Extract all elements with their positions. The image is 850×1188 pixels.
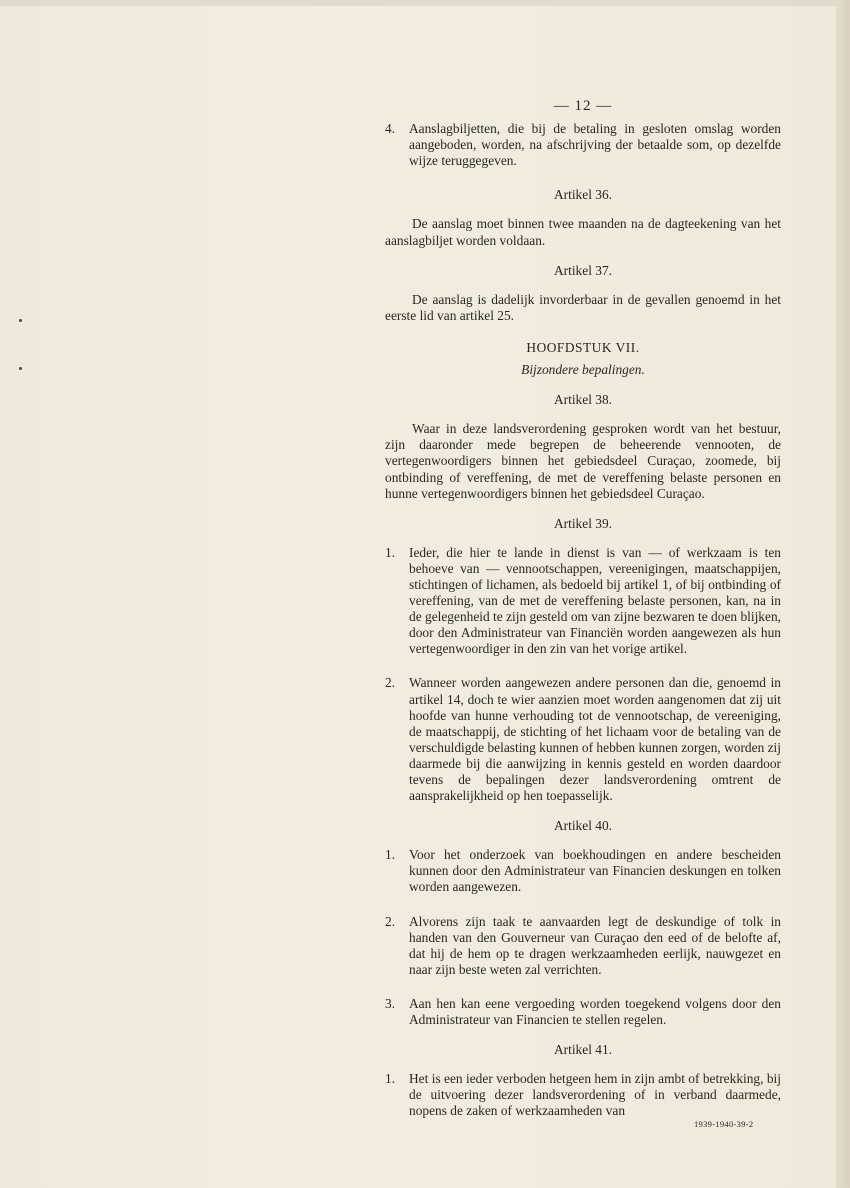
article-heading: Artikel 37. (553, 262, 612, 278)
numbered-paragraph (385, 914, 781, 978)
article-heading: Artikel 39. (553, 515, 612, 531)
paragraph-text: Alvorens zijn taak te aanvaarden legt de deskundige of tolk in handen van den Gouverneur van Curaçao den eed of de belofte af, dat hij de hem op te dragen werkzaamheden eerlijk, nauwgezet en naar zijn beste weten zal verrichten. (409, 913, 781, 977)
paragraph-text: Aanslagbiljetten, die bij de betaling in gesloten omslag worden aangeboden, worden, na afschrijving der betaalde som, op dezelfde wijze teruggegeven. (409, 121, 781, 169)
numbered-paragraph (385, 996, 781, 1028)
footer-code: 1939-1940-39-2 (694, 1119, 754, 1129)
paragraph-number: 2. (385, 913, 396, 929)
article-heading: Artikel 36. (553, 187, 612, 203)
paragraph-number: 1. (385, 847, 396, 863)
article-heading: Artikel 41. (553, 1042, 612, 1058)
punch-hole-mark (19, 319, 22, 322)
paragraph: Waar in deze landsverordening gesproken wordt van het bestuur, zijn daaronder mede begrepen de beheerende vennooten, de vertegenwoordigers binnen het gebiedsdeel Curaçao, zoomede, bij ontbinding of vereffening, de met de vereffening belaste personen en hunne vertegenwoordigers binnen het gebiedsdeel Curaçao. (385, 421, 781, 501)
numbered-paragraph (385, 121, 781, 169)
article-heading: Artikel 38. (553, 392, 612, 408)
paragraph-text: Het is een ieder verboden hetgeen hem in zijn ambt of betrekking, bij de uitvoering dezer landsverordening of in verband daarmede, nopens de zaken of werkzaamheden van (409, 1071, 781, 1119)
numbered-paragraph (385, 675, 781, 804)
paper-edge-top (0, 0, 850, 6)
paragraph-text: Ieder, die hier te lande in dienst is van — of werkzaam is ten behoeve van — vennootschappen, vereenigingen, maatschappijen, stichtingen of lichamen, als bedoeld bij artikel 1, of bij ontbinding of vereffening, van de met de vereffening belaste personen, kan, na in de gelegenheid te zijn gesteld om van zijne bezwaren te doen blijken, door den Administrateur van Financiën worden aangewezen als hun vertegenwoordiger in den zin van het vorige artikel. (409, 544, 781, 657)
text-column (385, 98, 781, 1120)
punch-hole-mark (19, 367, 22, 370)
paragraph-text: Voor het onderzoek van boekhoudingen en andere bescheiden kunnen door den Administrateur van Financien deskungen en tolken worden aangewezen. (409, 847, 781, 895)
paragraph: De aanslag is dadelijk invorderbaar in de gevallen genoemd in het eerste lid van artikel 25. (385, 291, 781, 323)
sections-container (385, 121, 781, 1119)
numbered-paragraph (385, 847, 781, 895)
paragraph-number: 1. (385, 544, 396, 560)
chapter-subtitle: Bijzondere bepalingen. (521, 362, 645, 378)
paragraph-number: 2. (385, 675, 396, 691)
paragraph-text: Wanneer worden aangewezen andere personen dan die, genoemd in artikel 14, doch te wier aanzien moet worden aangenomen dat zij uit hoofde van hunne verhouding tot de vennootschap, de vereeniging, de maatschappij, de stichting of het lichaam voor de betaling van de verschuldigde belasting kunnen of hebben kunnen zorgen, worden zij daarmede bij die aanwijzing in kennis gesteld en worden daardoor tevens de bepalingen dezer landsverordening omtrent de aansprakelijkheid op hen toepasselijk. (409, 675, 781, 804)
paragraph: De aanslag moet binnen twee maanden na de dagteekening van het aanslagbiljet worden voldaan. (385, 216, 781, 248)
article-heading: Artikel 40. (553, 818, 612, 834)
chapter-heading: HOOFDSTUK VII. (526, 339, 640, 355)
paragraph-number: 3. (385, 995, 396, 1011)
numbered-paragraph (385, 545, 781, 658)
paragraph-text: Aan hen kan eene vergoeding worden toegekend volgens door den Administrateur van Financien te stellen regelen. (409, 995, 781, 1028)
paragraph-number: 1. (385, 1071, 396, 1087)
paragraph-number: 4. (385, 121, 396, 137)
paper-edge-right (836, 0, 850, 1188)
numbered-paragraph (385, 1071, 781, 1119)
page-number: — 12 — (553, 98, 613, 114)
